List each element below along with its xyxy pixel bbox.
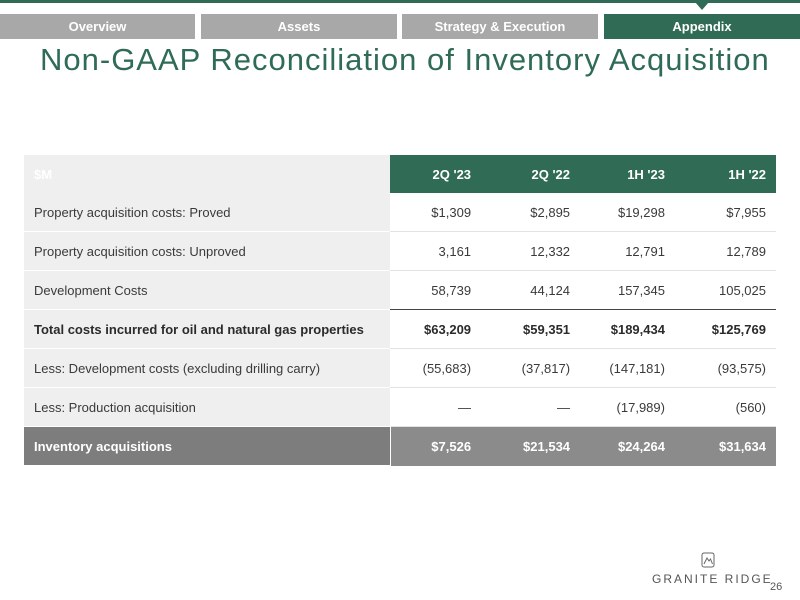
table-cell: 44,124 [481, 271, 580, 310]
column-header: 1H '22 [728, 166, 766, 182]
tab-assets[interactable] [201, 14, 397, 39]
tab-label: Appendix [672, 19, 732, 34]
row-label: Total costs incurred for oil and natural gas properties [24, 310, 390, 349]
row-label: Less: Development costs (excluding drilling carry) [24, 349, 390, 388]
company-logo [652, 552, 773, 586]
column-header: 2Q '22 [531, 166, 571, 182]
tab-appendix[interactable] [604, 14, 800, 39]
column-header: 1H '23 [627, 166, 665, 182]
table-row [24, 349, 776, 388]
table-cell: 3,161 [390, 232, 481, 271]
table-cell: $2,895 [481, 193, 580, 232]
table-cell: (93,575) [675, 349, 776, 388]
table-cell: 105,025 [675, 271, 776, 310]
granite-ridge-mountain-icon [701, 552, 715, 568]
table-cell: 157,345 [580, 271, 675, 310]
table-row-total [24, 427, 776, 466]
table-cell: $24,264 [580, 427, 675, 466]
table-row [24, 271, 776, 310]
table-cell: 58,739 [390, 271, 481, 310]
column-header: 2Q '23 [432, 166, 472, 182]
row-label: Property acquisition costs: Unproved [24, 232, 390, 271]
table-cell: $1,309 [390, 193, 481, 232]
table-cell: $59,351 [481, 310, 580, 349]
table-cell: 12,789 [675, 232, 776, 271]
section-nav [0, 14, 800, 39]
top-accent-line [0, 0, 800, 3]
table-cell: $31,634 [675, 427, 776, 466]
page-title: Non-GAAP Reconciliation of Inventory Acquisition [40, 42, 770, 77]
column-header: $M [24, 155, 390, 193]
table-cell: — [390, 388, 481, 427]
row-label: Less: Production acquisition [24, 388, 390, 427]
table-cell: $7,526 [390, 427, 481, 466]
reconciliation-table [24, 155, 776, 466]
table-cell: (37,817) [481, 349, 580, 388]
tab-strategy-execution[interactable] [402, 14, 598, 39]
table-cell: $189,434 [580, 310, 675, 349]
table-row-subtotal [24, 310, 776, 349]
logo-wordmark: GRANITE RIDGE [652, 572, 773, 586]
tab-overview[interactable] [0, 14, 195, 39]
tab-label: Strategy & Execution [434, 19, 566, 34]
table-cell: (17,989) [580, 388, 675, 427]
table-row [24, 193, 776, 232]
table-cell: $63,209 [390, 310, 481, 349]
table-cell: $19,298 [580, 193, 675, 232]
table-row [24, 388, 776, 427]
row-label: Inventory acquisitions [24, 427, 390, 466]
row-label: Property acquisition costs: Proved [24, 193, 390, 232]
table-cell: $125,769 [675, 310, 776, 349]
table-cell: $21,534 [481, 427, 580, 466]
tab-label: Overview [68, 19, 127, 34]
table-cell: (560) [675, 388, 776, 427]
row-label: Development Costs [24, 271, 390, 310]
table-cell: — [481, 388, 580, 427]
table-cell: (147,181) [580, 349, 675, 388]
table-cell: 12,791 [580, 232, 675, 271]
table-cell: 12,332 [481, 232, 580, 271]
active-tab-arrow-icon [695, 2, 709, 10]
table-row [24, 232, 776, 271]
page-number: 26 [770, 581, 783, 593]
table-header-row [24, 155, 776, 193]
tab-label: Assets [277, 19, 321, 34]
table-cell: $7,955 [675, 193, 776, 232]
table-cell: (55,683) [390, 349, 481, 388]
